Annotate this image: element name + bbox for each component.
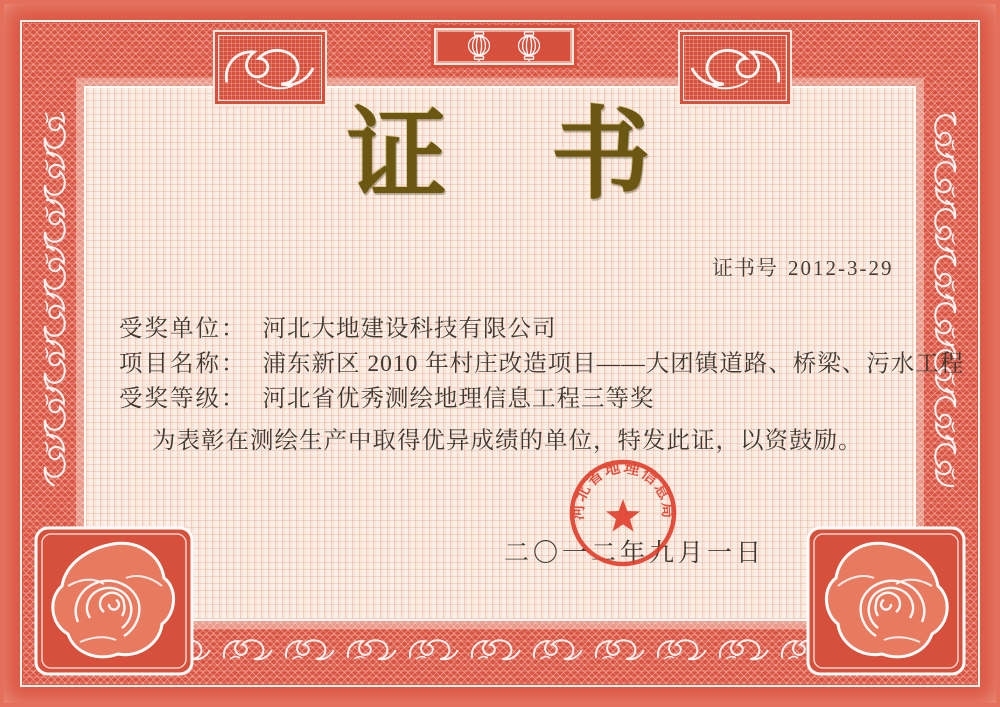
scroll-ornament-icon [220, 636, 276, 668]
award-fields [119, 312, 964, 417]
scroll-ornament-icon [282, 636, 338, 668]
award-grade-label: 受奖等级： [119, 386, 247, 412]
certificate-number [712, 252, 894, 282]
certificate-title: 证 书 [347, 100, 653, 211]
lantern-plaque [434, 28, 574, 65]
scroll-ornament-icon [716, 636, 772, 668]
rose-icon [34, 526, 194, 676]
scroll-ornament-icon [530, 636, 586, 668]
scroll-ornament-icon [468, 636, 524, 668]
field-row-award-grade [119, 382, 964, 417]
bottom-right-rose [806, 526, 966, 681]
award-grade-value: 河北省优秀测绘地理信息工程三等奖 [262, 386, 655, 412]
scroll-ornament-icon [33, 433, 71, 489]
official-seal [561, 451, 685, 580]
issue-date: 二〇一二年九月一日 [504, 540, 766, 567]
lantern-icon [517, 31, 541, 62]
scroll-ornament-icon [687, 40, 783, 96]
top-right-scroll-block [678, 30, 792, 106]
bottom-scroll-frieze [96, 636, 904, 668]
recipient-value: 河北大地建设科技有限公司 [262, 316, 557, 342]
project-label: 项目名称： [119, 351, 247, 377]
scroll-ornament-icon [654, 636, 710, 668]
certificate-number-label: 证书号 [712, 256, 778, 280]
citation-text: 为表彰在测绘生产中取得优异成绩的单位，特发此证，以资鼓励。 [152, 428, 863, 454]
certificate-number-value: 2012-3-29 [788, 256, 894, 280]
scroll-ornament-icon [344, 636, 400, 668]
star-icon [606, 499, 640, 532]
scroll-ornament-icon [406, 636, 462, 668]
rose-icon [806, 526, 966, 676]
bottom-left-rose [34, 526, 194, 681]
field-row-recipient [119, 312, 964, 347]
seal-text: 河北省地理信息局 [569, 459, 677, 521]
scroll-ornament-icon [222, 40, 318, 96]
scroll-ornament-icon [592, 636, 648, 668]
top-left-scroll-block [213, 30, 327, 106]
lantern-icon [467, 31, 491, 62]
project-value: 浦东新区 2010 年村庄改造项目——大团镇道路、桥梁、污水工程 [262, 351, 965, 377]
scroll-ornament-icon [929, 433, 967, 489]
recipient-label: 受奖单位： [119, 316, 247, 342]
field-row-project [119, 347, 964, 382]
